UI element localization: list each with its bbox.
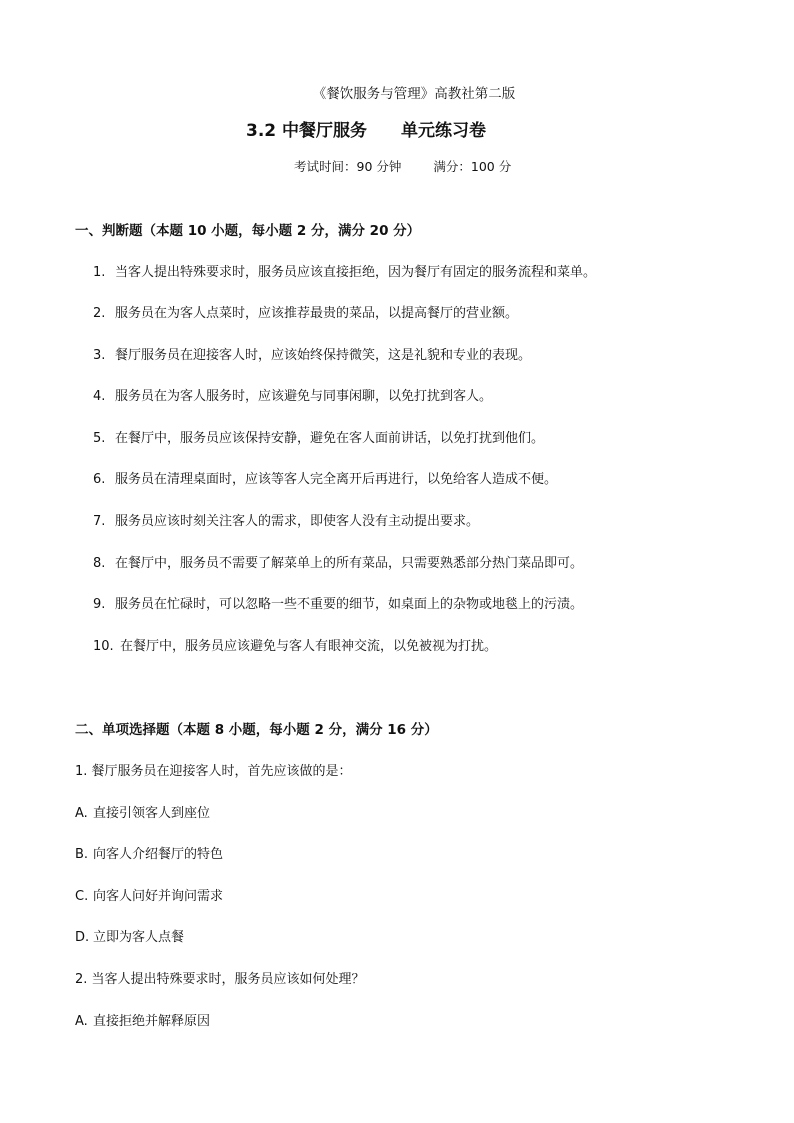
tf-question-2	[93, 302, 518, 321]
tf-question-3	[93, 344, 531, 363]
exam-score: 满分：100 分	[433, 159, 512, 174]
tf-question-4	[93, 385, 492, 404]
option-label: C.	[75, 889, 89, 904]
question-number: 10.	[93, 639, 114, 654]
mc-question-1-option-a	[75, 802, 210, 821]
tf-question-10	[93, 635, 497, 654]
option-text: 向客人介绍餐厅的特色	[93, 847, 224, 862]
tf-question-7	[93, 510, 479, 529]
option-label: A.	[75, 806, 88, 821]
question-text: 在餐厅中，服务员应该避免与客人有眼神交流，以免被视为打扰。	[120, 639, 498, 654]
question-number: 7.	[93, 514, 106, 529]
option-text: 立即为客人点餐	[93, 930, 185, 945]
title-unit: 3.2 中餐厅服务	[246, 121, 368, 141]
question-text: 服务员在忙碌时，可以忽略一些不重要的细节，如桌面上的杂物或地毯上的污渍。	[115, 597, 584, 612]
question-number: 2.	[93, 306, 106, 321]
option-text: 直接引领客人到座位	[93, 806, 211, 821]
question-number: 1.	[93, 265, 106, 280]
mc-question-2-stem: 2. 当客人提出特殊要求时，服务员应该如何处理？	[75, 972, 365, 987]
question-number: 6.	[93, 472, 106, 487]
tf-question-8	[93, 552, 583, 571]
question-number: 3.	[93, 348, 106, 363]
tf-question-6	[93, 468, 557, 487]
exam-info	[294, 157, 511, 175]
section-heading-single-choice: 二、单项选择题（本题 8 小题，每小题 2 分，满分 16 分）	[75, 722, 438, 738]
option-text: 直接拒绝并解释原因	[93, 1014, 211, 1029]
question-text: 餐厅服务员在迎接客人时，应该始终保持微笑，这是礼貌和专业的表现。	[115, 348, 532, 363]
question-number: 5.	[93, 431, 106, 446]
tf-question-5	[93, 427, 544, 446]
option-label: A.	[75, 1014, 88, 1029]
question-text: 服务员应该时刻关注客人的需求，即使客人没有主动提出要求。	[115, 514, 480, 529]
section-heading-true-false: 一、判断题（本题 10 小题，每小题 2 分，满分 20 分）	[75, 223, 421, 239]
title-paper: 单元练习卷	[401, 121, 487, 141]
mc-question-1-stem: 1. 餐厅服务员在迎接客人时，首先应该做的是：	[75, 764, 352, 779]
question-text: 在餐厅中，服务员不需要了解菜单上的所有菜品，只需要熟悉部分热门菜品即可。	[115, 556, 584, 571]
mc-question-2-option-a	[75, 1010, 210, 1029]
question-text: 服务员在为客人点菜时，应该推荐最贵的菜品，以提高餐厅的营业额。	[115, 306, 519, 321]
question-text: 在餐厅中，服务员应该保持安静，避免在客人面前讲话，以免打扰到他们。	[115, 431, 545, 446]
question-number: 9.	[93, 597, 106, 612]
option-label: D.	[75, 930, 90, 945]
tf-question-1	[93, 261, 596, 280]
question-number: 8.	[93, 556, 106, 571]
textbook-subtitle: 《餐饮服务与管理》高教社第二版	[312, 86, 516, 102]
mc-question-1-option-c	[75, 885, 223, 904]
page-title	[246, 116, 486, 141]
option-label: B.	[75, 847, 89, 862]
tf-question-9	[93, 593, 583, 612]
question-text: 当客人提出特殊要求时，服务员应该直接拒绝，因为餐厅有固定的服务流程和菜单。	[115, 265, 597, 280]
question-text: 服务员在清理桌面时，应该等客人完全离开后再进行，以免给客人造成不便。	[115, 472, 558, 487]
mc-question-1-option-b	[75, 843, 223, 862]
question-number: 4.	[93, 389, 106, 404]
option-text: 向客人问好并询问需求	[93, 889, 224, 904]
mc-question-1-option-d	[75, 926, 184, 945]
question-text: 服务员在为客人服务时，应该避免与同事闲聊，以免打扰到客人。	[115, 389, 493, 404]
exam-time: 考试时间：90 分钟	[294, 159, 402, 174]
